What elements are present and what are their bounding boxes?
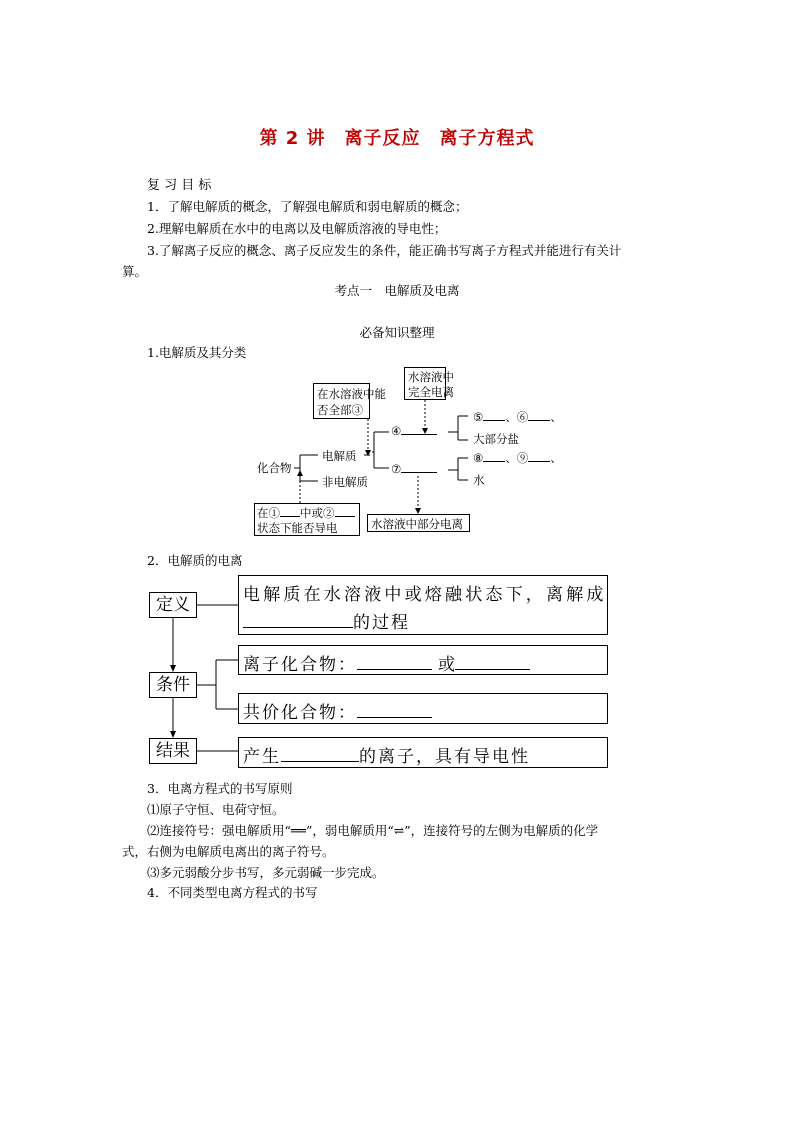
covalent-compound-box: 共价化合物： (238, 693, 608, 724)
condition-label: 条件 (149, 672, 197, 698)
result-box: 产生 的离子，具有导电性 (238, 737, 608, 768)
weak-examples: ⑧ 、⑨ 、 (473, 451, 562, 465)
subsection-heading: 1.电解质及其分类 (147, 345, 247, 360)
subsection-heading: 2．电解质的电离 (147, 553, 243, 568)
weak-extra: 水 (473, 473, 485, 487)
weak-description-box: 水溶液中部分电离 (367, 514, 470, 532)
topic-heading: 考点一 电解质及电离 (334, 283, 460, 298)
rule-item: ⑴原子守恒、电荷守恒。 (147, 802, 285, 817)
review-item: 1．了解电解质的概念，了解强电解质和弱电解质的概念； (147, 199, 468, 214)
criterion-box-conductivity: 在① 中或② 状态下能否导电 (254, 503, 360, 536)
review-item: 3.了解离子反应的概念、离子反应发生的条件，能正确书写离子方程式并能进行有关计 (147, 243, 622, 258)
rule-item: ⑶多元弱酸分步书写，多元弱碱一步完成。 (147, 865, 385, 880)
subsection-heading: 3．电离方程式的书写原则 (147, 781, 293, 796)
ionic-compound-box: 离子化合物： 或 (238, 645, 608, 675)
section-heading: 必备知识整理 (359, 325, 435, 340)
definition-label: 定义 (149, 592, 197, 618)
subsection-heading: 4．不同类型电离方程式的书写 (147, 885, 318, 900)
rule-item: 式，右侧为电解质电离出的离子符号。 (122, 844, 335, 859)
review-item: 2.理解电解质在水中的电离以及电解质溶液的导电性； (147, 221, 447, 236)
criterion-box-full-ionization: 在水溶液中能 否全部③ (313, 383, 370, 419)
definition-box: 电解质在水溶液中或熔融状态下，离解成 的过程 (238, 575, 608, 635)
strong-description-box: 水溶液中 完全电离 (404, 367, 446, 400)
rule-item: ⑵连接符号：强电解质用“══”，弱电解质用“⇌”，连接符号的左侧为电解质的化学 (147, 823, 599, 838)
weak-electrolyte-blank: ⑦ (391, 462, 437, 476)
strong-examples: ⑤ 、⑥ 、 (473, 410, 562, 424)
review-item: 算。 (122, 264, 148, 279)
page-title: 第 2 讲 离子反应 离子方程式 (259, 128, 535, 149)
root-label: 化合物 (257, 461, 292, 475)
review-heading: 复 习 目 标 (147, 178, 212, 193)
strong-extra: 大部分盐 (473, 432, 519, 446)
non-electrolyte-label: 非电解质 (322, 475, 368, 489)
strong-electrolyte-blank: ④ (391, 424, 437, 438)
result-label: 结果 (149, 738, 197, 764)
electrolyte-label: 电解质 (322, 449, 357, 463)
